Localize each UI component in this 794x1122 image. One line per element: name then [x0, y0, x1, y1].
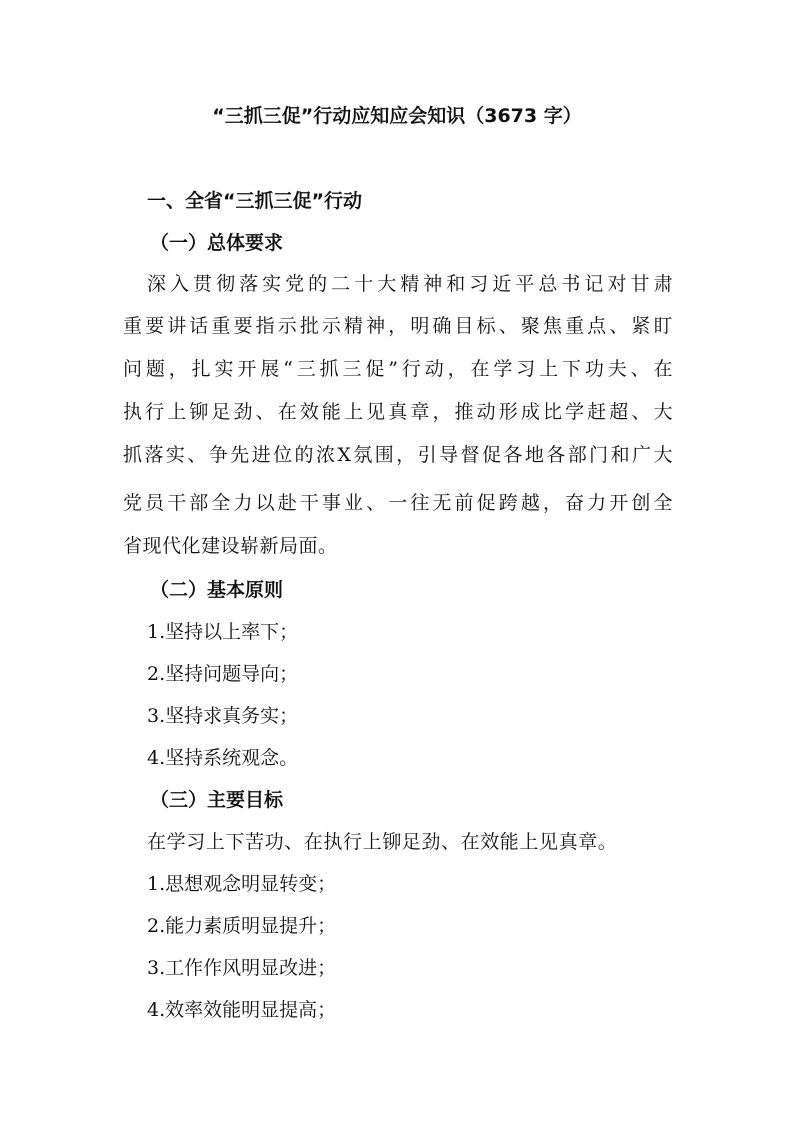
paragraph-requirements	[123, 272, 673, 562]
goals-intro: 在学习上下苦功、在执行上铆足劲、在效能上见真章。	[147, 831, 618, 853]
subsection-heading-goals: （三）主要目标	[150, 789, 284, 811]
paragraph-line: 重要讲话重要指示批示精神，明确目标、聚焦重点、紧盯	[123, 315, 673, 337]
list-item: 3.工作作风明显改进；	[147, 957, 337, 979]
paragraph-line: 省现代化建设崭新局面。	[123, 535, 338, 557]
paragraph-line: 抓落实、争先进位的浓X氛围，引导督促各地各部门和广大	[123, 444, 673, 466]
list-item: 1.思想观念明显转变；	[147, 873, 337, 895]
subsection-heading-principles: （二）基本原则	[150, 579, 284, 601]
list-item: 1.坚持以上率下；	[147, 621, 299, 643]
list-item: 4.效率效能明显提高；	[147, 999, 337, 1021]
list-item: 2.能力素质明显提升；	[147, 915, 337, 937]
list-item: 2.坚持问题导向；	[147, 663, 299, 685]
subsection-heading-requirements: （一）总体要求	[150, 232, 284, 254]
paragraph-line: 执行上铆足劲、在效能上见真章，推动形成比学赶超、大	[123, 401, 673, 423]
section-heading: 一、全省“三抓三促”行动	[147, 190, 362, 212]
paragraph-line: 深入贯彻落实党的二十大精神和习近平总书记对甘肃	[147, 273, 673, 295]
list-item: 3.坚持求真务实；	[147, 705, 299, 727]
list-item: 4.坚持系统观念。	[147, 747, 299, 769]
paragraph-line: 党员干部全力以赴干事业、一往无前促跨越，奋力开创全	[123, 492, 673, 514]
document-title: “三抓三促”行动应知应会知识（3673 字）	[212, 105, 582, 127]
paragraph-line: 问题，扎实开展“三抓三促”行动，在学习上下功夫、在	[123, 358, 673, 380]
